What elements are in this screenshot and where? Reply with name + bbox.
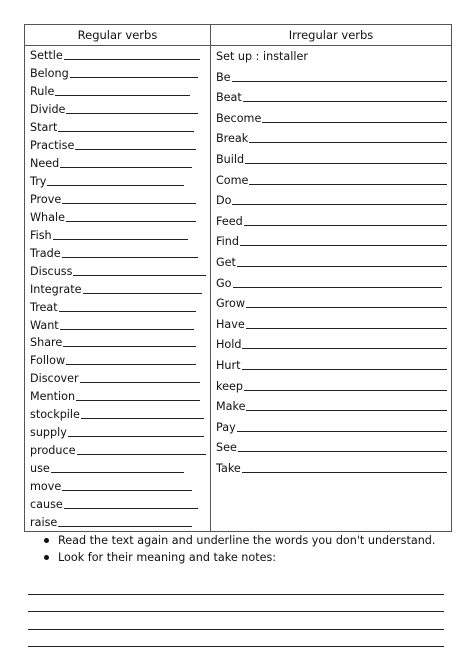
answer-blank[interactable] bbox=[75, 148, 196, 150]
verb-row bbox=[30, 368, 206, 386]
verb-row bbox=[30, 135, 206, 153]
answer-blank[interactable] bbox=[66, 112, 198, 114]
answer-blank[interactable] bbox=[70, 76, 198, 78]
verb-word: Follow bbox=[30, 354, 66, 368]
verb-word: Feed bbox=[216, 214, 243, 228]
verb-row bbox=[216, 455, 447, 476]
verb-word: Mention bbox=[30, 390, 76, 404]
verb-row bbox=[216, 64, 447, 85]
note-line[interactable] bbox=[28, 577, 444, 595]
verb-word: Build bbox=[216, 152, 245, 166]
answer-blank[interactable] bbox=[53, 238, 188, 240]
verb-row bbox=[30, 99, 206, 117]
verb-row bbox=[30, 171, 206, 189]
verb-row bbox=[30, 512, 206, 530]
verb-word: raise bbox=[30, 516, 58, 530]
example-text: Set up : installer bbox=[216, 50, 308, 63]
answer-blank[interactable] bbox=[249, 183, 447, 185]
answer-blank[interactable] bbox=[73, 274, 206, 276]
verb-word: Belong bbox=[30, 66, 69, 80]
answer-blank[interactable] bbox=[246, 409, 447, 411]
answer-blank[interactable] bbox=[60, 166, 192, 168]
verb-word: Hold bbox=[216, 338, 242, 352]
verb-word: stockpile bbox=[30, 408, 80, 422]
verb-word: Make bbox=[216, 400, 246, 414]
verb-word: Pay bbox=[216, 420, 236, 434]
verb-word: Settle bbox=[30, 48, 63, 62]
answer-blank[interactable] bbox=[62, 489, 192, 491]
verb-row bbox=[30, 458, 206, 476]
verb-word: Fish bbox=[30, 228, 52, 242]
answer-blank[interactable] bbox=[244, 224, 447, 226]
verb-word: Discuss bbox=[30, 264, 73, 278]
verb-row bbox=[216, 126, 447, 147]
verb-row bbox=[216, 373, 447, 394]
verb-row bbox=[216, 249, 447, 270]
answer-blank[interactable] bbox=[242, 471, 447, 473]
verb-row bbox=[30, 279, 206, 297]
answer-blank[interactable] bbox=[232, 80, 447, 82]
verb-word: Try bbox=[30, 174, 47, 188]
verb-word: Hurt bbox=[216, 358, 241, 372]
answer-blank[interactable] bbox=[242, 368, 448, 370]
verb-word: Prove bbox=[30, 192, 62, 206]
verb-row bbox=[216, 352, 447, 373]
verb-word: Divide bbox=[30, 102, 66, 116]
answer-blank[interactable] bbox=[55, 94, 190, 96]
verb-row bbox=[216, 414, 447, 435]
verb-row bbox=[30, 315, 206, 333]
verb-word: Rule bbox=[30, 84, 55, 98]
verb-table bbox=[24, 24, 452, 532]
verb-word: Treat bbox=[30, 300, 58, 314]
verb-row bbox=[216, 332, 447, 353]
verb-word: move bbox=[30, 480, 62, 494]
irregular-verbs-header: Irregular verbs bbox=[211, 25, 451, 46]
verb-word: Want bbox=[30, 318, 59, 332]
answer-blank[interactable] bbox=[240, 244, 447, 246]
verb-word: Trade bbox=[30, 246, 61, 260]
verb-row bbox=[216, 85, 447, 106]
verb-word: use bbox=[30, 462, 50, 476]
answer-blank[interactable] bbox=[59, 310, 196, 312]
verb-word: Share bbox=[30, 336, 63, 350]
instructions bbox=[44, 532, 435, 566]
answer-blank[interactable] bbox=[60, 328, 194, 330]
verb-word: Take bbox=[216, 461, 241, 475]
instruction-text: Read the text again and underline the words you don't understand. bbox=[58, 534, 436, 547]
answer-blank[interactable] bbox=[66, 363, 196, 365]
answer-blank[interactable] bbox=[51, 471, 184, 473]
note-line[interactable] bbox=[28, 612, 444, 630]
answer-blank[interactable] bbox=[238, 450, 447, 452]
verb-word: supply bbox=[30, 426, 67, 440]
verb-word: Start bbox=[30, 120, 58, 134]
verb-row bbox=[30, 494, 206, 512]
instruction-text: Look for their meaning and take notes: bbox=[58, 551, 277, 564]
irregular-verbs-column bbox=[211, 25, 451, 531]
verb-row bbox=[216, 291, 447, 312]
answer-blank[interactable] bbox=[58, 130, 194, 132]
verb-word: Integrate bbox=[30, 282, 82, 296]
answer-blank[interactable] bbox=[237, 265, 447, 267]
answer-blank[interactable] bbox=[64, 507, 198, 509]
verb-word: keep bbox=[216, 379, 243, 393]
verb-word: Discover bbox=[30, 372, 79, 386]
verb-row bbox=[30, 45, 206, 63]
verb-row bbox=[30, 153, 206, 171]
verb-word: Break bbox=[216, 132, 249, 146]
verb-word: Need bbox=[30, 156, 60, 170]
example-row bbox=[216, 46, 447, 64]
answer-blank[interactable] bbox=[81, 417, 204, 419]
answer-blank[interactable] bbox=[245, 162, 447, 164]
answer-blank[interactable] bbox=[242, 347, 447, 349]
answer-blank[interactable] bbox=[76, 399, 200, 401]
regular-verbs-list bbox=[30, 45, 206, 530]
verb-word: See bbox=[216, 441, 237, 455]
verb-row bbox=[30, 243, 206, 261]
verb-row bbox=[216, 188, 447, 209]
note-line[interactable] bbox=[28, 630, 444, 648]
instruction-item bbox=[44, 549, 435, 566]
verb-word: cause bbox=[30, 498, 63, 512]
verb-word: Get bbox=[216, 255, 236, 269]
notes-area bbox=[28, 577, 444, 647]
answer-blank[interactable] bbox=[249, 141, 447, 143]
answer-blank[interactable] bbox=[246, 306, 447, 308]
verb-word: Practise bbox=[30, 138, 75, 152]
irregular-verbs-list bbox=[216, 46, 447, 476]
answer-blank[interactable] bbox=[47, 184, 184, 186]
verb-word: Go bbox=[216, 276, 232, 290]
verb-row bbox=[30, 261, 206, 279]
answer-blank[interactable] bbox=[63, 345, 196, 347]
answer-blank[interactable] bbox=[66, 220, 196, 222]
verb-row bbox=[30, 333, 206, 351]
verb-row bbox=[216, 146, 447, 167]
answer-blank[interactable] bbox=[58, 525, 192, 527]
regular-verbs-column bbox=[25, 25, 211, 531]
verb-row bbox=[30, 207, 206, 225]
verb-word: Come bbox=[216, 173, 249, 187]
verb-row bbox=[30, 386, 206, 404]
verb-row bbox=[30, 189, 206, 207]
verb-row bbox=[30, 476, 206, 494]
verb-word: Have bbox=[216, 317, 245, 331]
verb-row bbox=[30, 225, 206, 243]
verb-word: Become bbox=[216, 111, 262, 125]
instruction-item bbox=[44, 532, 435, 549]
bullet-icon bbox=[44, 555, 49, 560]
verb-row bbox=[216, 311, 447, 332]
verb-row bbox=[216, 435, 447, 456]
answer-blank[interactable] bbox=[262, 121, 447, 123]
verb-row bbox=[30, 440, 206, 458]
answer-blank[interactable] bbox=[62, 256, 198, 258]
verb-row bbox=[30, 422, 206, 440]
answer-blank[interactable] bbox=[64, 58, 200, 60]
bullet-icon bbox=[44, 538, 49, 543]
verb-row bbox=[216, 229, 447, 250]
verb-word: Beat bbox=[216, 91, 242, 105]
verb-row bbox=[30, 63, 206, 81]
verb-word: Find bbox=[216, 235, 239, 249]
verb-row bbox=[216, 105, 447, 126]
answer-blank[interactable] bbox=[233, 286, 442, 288]
answer-blank[interactable] bbox=[244, 389, 447, 391]
verb-word: Whale bbox=[30, 210, 65, 224]
answer-blank[interactable] bbox=[237, 430, 447, 432]
verb-row bbox=[30, 350, 206, 368]
answer-blank[interactable] bbox=[77, 453, 206, 455]
verb-row bbox=[216, 270, 447, 291]
verb-row bbox=[216, 208, 447, 229]
note-line[interactable] bbox=[28, 595, 444, 613]
answer-blank[interactable] bbox=[83, 292, 203, 294]
regular-verbs-header: Regular verbs bbox=[25, 25, 210, 46]
verb-word: produce bbox=[30, 444, 76, 458]
answer-blank[interactable] bbox=[232, 203, 447, 205]
answer-blank[interactable] bbox=[62, 202, 196, 204]
verb-word: Do bbox=[216, 194, 232, 208]
verb-word: Be bbox=[216, 70, 231, 84]
verb-row bbox=[30, 117, 206, 135]
verb-row bbox=[30, 81, 206, 99]
answer-blank[interactable] bbox=[68, 435, 204, 437]
verb-row bbox=[216, 394, 447, 415]
answer-blank[interactable] bbox=[243, 100, 447, 102]
answer-blank[interactable] bbox=[80, 381, 200, 383]
verb-word: Grow bbox=[216, 297, 246, 311]
verb-row bbox=[216, 167, 447, 188]
verb-row bbox=[30, 404, 206, 422]
answer-blank[interactable] bbox=[246, 327, 447, 329]
verb-row bbox=[30, 297, 206, 315]
